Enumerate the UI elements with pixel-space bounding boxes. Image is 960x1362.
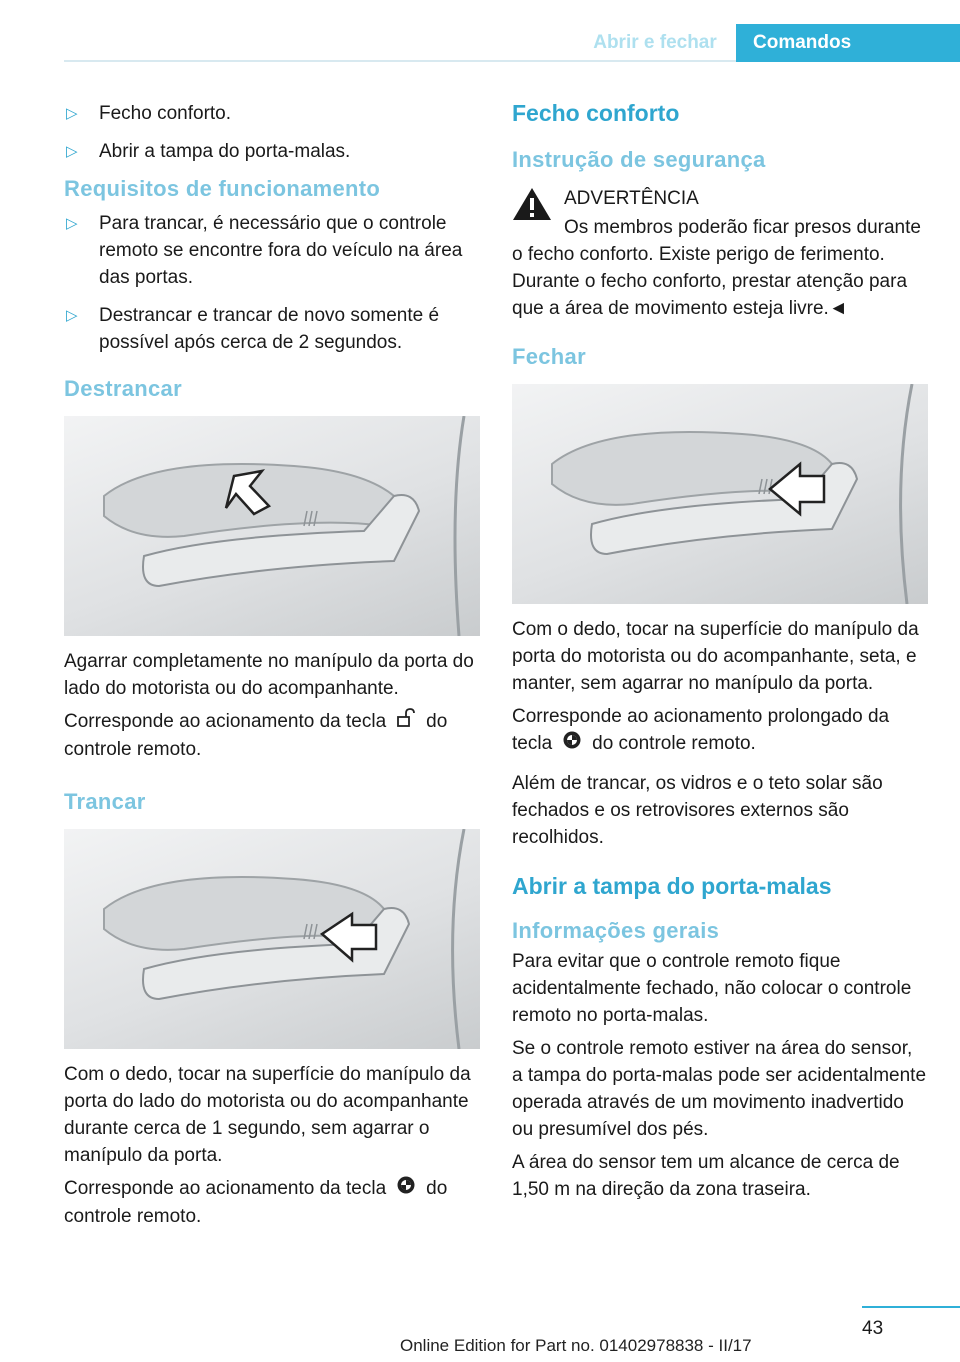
header-chapter-tab [736,24,960,62]
header-section: Abrir e fechar [593,32,717,53]
bullet-triangle-icon: ▷ [66,143,78,160]
door-handle-close-figure [512,384,928,604]
trunk-info-2: Se o controle remoto estiver na área do sensor, a tampa do porta-malas pode ser acidentalmente operada através de um movimento inadvertido ou presumível dos pés. [512,1038,927,1140]
header-chapter: Comandos [753,32,852,53]
safety-heading: Instrução de segurança [512,147,766,172]
lock-heading: Trancar [64,789,146,814]
door-handle-lock-figure [64,829,480,1049]
close-key-note: Corresponde ao acionamento prolongado da tecla do controle remoto. [512,703,928,758]
bullet-triangle-icon: ▷ [66,215,78,232]
unlock-instruction: Agarrar completamente no manípulo da porta do lado do motorista ou do acompanhante. [64,651,474,699]
bullet-triangle-icon: ▷ [66,105,78,122]
trunk-info-1: Para evitar que o controle remoto fique acidentalmente fechado, não colocar o controle remoto no porta-malas. [512,951,912,1026]
unlock-heading: Destrancar [64,376,182,401]
close-effects: Além de trancar, os vidros e o teto solar são fechados e os retrovisores externos são recolhidos. [512,773,883,848]
warning-text: Os membros poderão ficar presos durante o fecho conforto. Existe perigo de ferimento. Durante o fecho conforto, prestar atenção para que a área de movimento esteja livre.◄ [512,217,921,319]
left-column [64,100,480,1236]
page-number: 43 [862,1318,884,1339]
warning-label: ADVERTÊNCIA [564,188,699,209]
unlock-key-note: Corresponde ao acionamento da tecla do controle remoto. [64,708,480,763]
list-item: ▷ Para trancar, é necessário que o controle remoto se encontre fora do veículo na área das portas. [64,210,480,291]
requirements-list [64,210,480,356]
bmw-lock-key-icon [562,730,582,758]
footer-edition: Online Edition for Part no. 01402978838 - II/17 [400,1336,752,1355]
list-item: ▷ Fecho conforto. [64,100,480,127]
door-handle-unlock-figure [64,416,480,636]
comfort-close-heading: Fecho conforto [512,100,680,126]
bullet-triangle-icon: ▷ [66,307,78,324]
trunk-info-3: A área do sensor tem um alcance de cerca de 1,50 m na direção da zona traseira. [512,1152,900,1200]
lock-instruction: Com o dedo, tocar na superfície do manípulo da porta do lado do motorista ou do acompanhante durante cerca de 1 segundo, sem agarrar o manípulo da porta. [64,1064,471,1166]
general-info-heading: Informações gerais [512,918,720,943]
warning-block [512,185,928,322]
right-column [512,100,928,1209]
list-item: ▷ Abrir a tampa do porta-malas. [64,138,480,165]
requirements-heading: Requisitos de funcionamento [64,176,381,201]
bmw-lock-key-icon [396,1175,416,1203]
footer-rule [862,1306,960,1308]
lock-key-note: Corresponde ao acionamento da tecla do controle remoto. [64,1175,480,1230]
warning-triangle-icon [512,187,552,226]
close-instruction: Com o dedo, tocar na superfície do manípulo da porta do motorista ou do acompanhante, seta, e manter, sem agarrar no manípulo da porta. [512,619,919,694]
trunk-heading: Abrir a tampa do porta-malas [512,873,832,899]
close-heading: Fechar [512,344,586,369]
unlock-key-icon [396,708,416,736]
list-item: ▷ Destrancar e trancar de novo somente é possível após cerca de 2 segundos. [64,302,480,356]
top-bullet-list [64,100,480,165]
